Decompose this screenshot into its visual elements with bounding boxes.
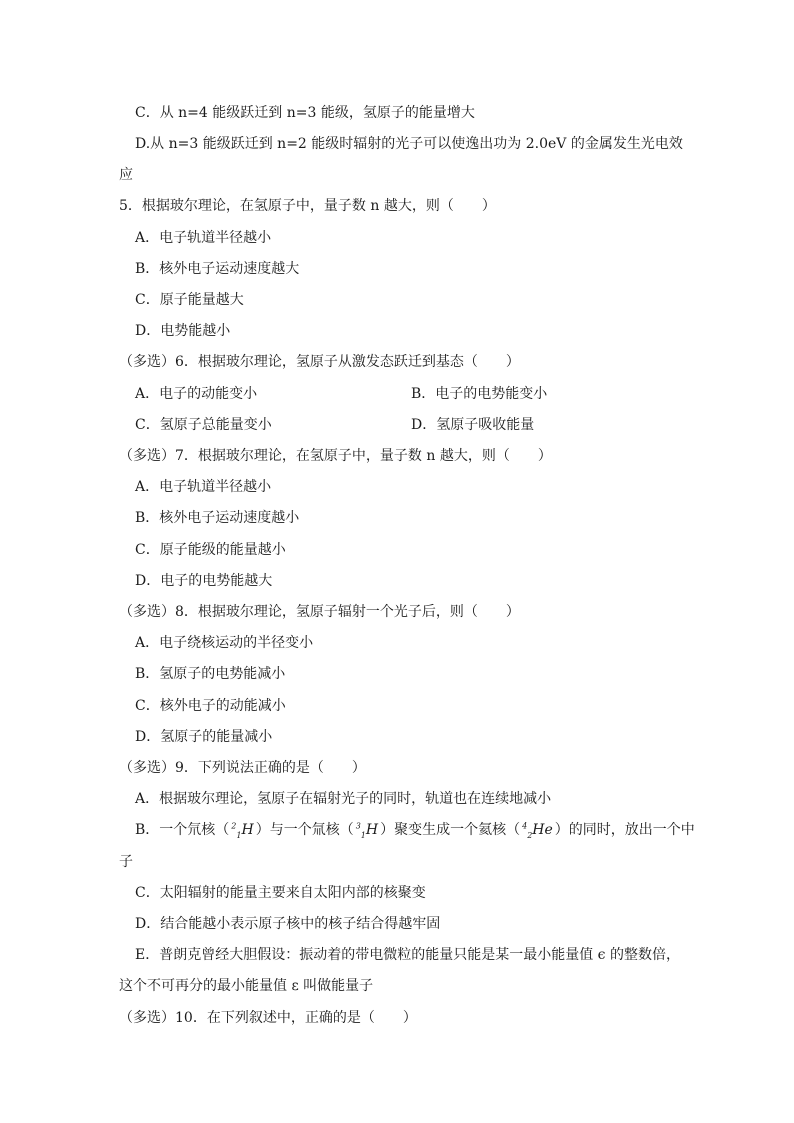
- q5-stem: 5．根据玻尔理论，在氢原子中，量子数 n 越大，则（ ）: [119, 198, 496, 214]
- q6-option-d: D．氢原子吸收能量: [411, 417, 535, 433]
- q9-b-text-1: B．一个氘核（: [135, 822, 230, 838]
- q5-option-c: C．原子能量越大: [135, 292, 244, 308]
- q8-option-b: B．氢原子的电势能减小: [135, 666, 286, 682]
- q9-b-text-3: ）聚变生成一个氦核（: [380, 822, 521, 838]
- q6-option-b: B．电子的电势能变小: [411, 386, 548, 402]
- q4-option-d: D.从 n=3 能级跃迁到 n=2 能级时辐射的光子可以使逸出功为 2.0eV 的金属发生光电效: [135, 136, 683, 152]
- q9-stem: （多选）9．下列说法正确的是（ ）: [119, 760, 366, 776]
- q7-option-d: D．电子的电势能越大: [135, 573, 273, 589]
- q7-option-c: C．原子能级的能量越小: [135, 542, 286, 558]
- q4-option-d-cont: 应: [119, 167, 133, 183]
- tritium-nuclide: $^3_1$H: [355, 821, 379, 840]
- q4-option-c: C．从 n=4 能级跃迁到 n=3 能级，氢原子的能量增大: [135, 105, 475, 121]
- q6-stem: （多选）6．根据玻尔理论，氢原子从激发态跃迁到基态（ ）: [119, 354, 520, 370]
- q9-b-text-2: ）与一个氚核（: [255, 822, 354, 838]
- q7-option-a: A．电子轨道半径越小: [135, 479, 272, 495]
- q8-option-c: C．核外电子的动能减小: [135, 698, 286, 714]
- q9-option-e: E．普朗克曾经大胆假设：振动着的带电微粒的能量只能是某一最小能量值 ϵ 的整数倍，: [135, 947, 680, 963]
- q5-option-b: B．核外电子运动速度越大: [135, 261, 300, 277]
- q7-option-b: B．核外电子运动速度越小: [135, 510, 300, 526]
- deuterium-nuclide: $^2_1$H: [231, 821, 254, 840]
- q5-option-d: D．电势能越小: [135, 323, 231, 339]
- q5-option-a: A．电子轨道半径越小: [135, 230, 272, 246]
- q9-option-b-cont: 子: [119, 854, 133, 870]
- q9-option-b: [135, 821, 695, 839]
- q6-option-c: C．氢原子总能量变小: [135, 417, 272, 433]
- q7-stem: （多选）7．根据玻尔理论，在氢原子中，量子数 n 越大，则（ ）: [119, 448, 552, 464]
- q9-b-text-4: ）的同时，放出一个中: [554, 822, 695, 838]
- q8-option-d: D．氢原子的能量减小: [135, 729, 273, 745]
- helium-nuclide: $^4_2$He: [522, 821, 553, 840]
- q9-option-c: C．太阳辐射的能量主要来自太阳内部的核聚变: [135, 885, 426, 901]
- q8-stem: （多选）8．根据玻尔理论，氢原子辐射一个光子后，则（ ）: [119, 604, 520, 620]
- q9-option-e-cont: 这个不可再分的最小能量值 ε 叫做能量子: [119, 978, 374, 994]
- q8-option-a: A．电子绕核运动的半径变小: [135, 635, 314, 651]
- q10-stem: （多选）10．在下列叙述中，正确的是（ ）: [119, 1010, 417, 1026]
- q9-option-a: A．根据玻尔理论，氢原子在辐射光子的同时，轨道也在连续地减小: [135, 791, 552, 807]
- q9-option-d: D．结合能越小表示原子核中的核子结合得越牢固: [135, 916, 441, 932]
- q6-option-a: A．电子的动能变小: [135, 386, 258, 402]
